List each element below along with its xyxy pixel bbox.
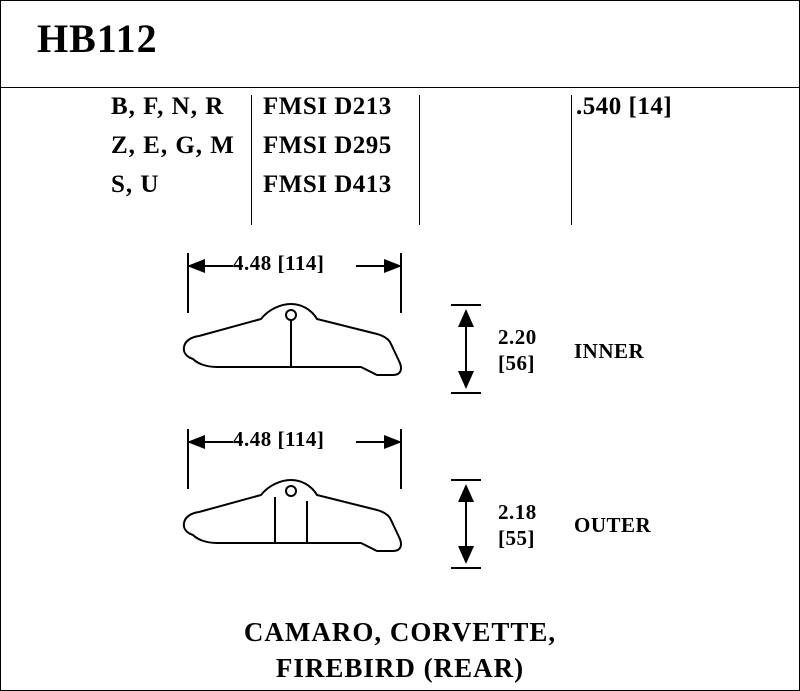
- arrow-down-icon: [458, 546, 474, 564]
- dimension-shaft: [203, 265, 233, 267]
- fmsi-row: FMSI D295: [263, 132, 392, 159]
- divider-column-2: [419, 95, 420, 225]
- inner-width-label: 4.48 [114]: [233, 251, 325, 275]
- inner-height-label: 2.20 [56]: [498, 325, 537, 375]
- fmsi-row: FMSI D213: [263, 93, 392, 120]
- outer-height-cap-top: [451, 479, 481, 481]
- outer-height-label: 2.18 [55]: [498, 500, 537, 550]
- dimension-shaft: [356, 441, 386, 443]
- outer-width-dimension-arrow: [187, 435, 402, 449]
- page-title: HB112: [37, 16, 158, 61]
- vehicle-fitment-line-1: CAMARO, CORVETTE,: [243, 617, 557, 647]
- outer-width-label: 4.48 [114]: [233, 427, 325, 451]
- inner-height-dimension-arrow: [458, 309, 474, 389]
- inner-height-cap-bottom: [451, 392, 481, 394]
- compound-code-row: Z, E, G, M: [111, 132, 235, 159]
- dimension-shaft: [465, 500, 467, 548]
- inner-position-label: INNER: [574, 339, 645, 363]
- compound-code-row: B, F, N, R: [111, 93, 225, 120]
- outer-position-label: OUTER: [574, 513, 652, 537]
- outer-height-dimension-arrow: [458, 484, 474, 564]
- arrow-down-icon: [458, 371, 474, 389]
- divider-column-1: [251, 95, 252, 225]
- compound-code-column: [111, 87, 236, 204]
- spec-table: [1, 87, 799, 232]
- dimension-shaft: [203, 441, 233, 443]
- thickness-value: .540 [14]: [576, 93, 673, 120]
- inner-brake-pad-shape: [177, 301, 412, 401]
- outer-height-cap-bottom: [451, 567, 481, 569]
- compound-code-row: S, U: [111, 171, 160, 198]
- dimension-shaft: [465, 325, 467, 373]
- outer-brake-pad-shape: [177, 477, 412, 577]
- dimension-shaft: [356, 265, 386, 267]
- fmsi-column: [263, 87, 413, 204]
- fmsi-row: FMSI D413: [263, 171, 392, 198]
- inner-width-dimension-arrow: [187, 259, 402, 273]
- vehicle-fitment-line-2: FIREBIRD (REAR): [275, 653, 525, 683]
- inner-height-cap-top: [451, 304, 481, 306]
- divider-column-3: [571, 95, 572, 225]
